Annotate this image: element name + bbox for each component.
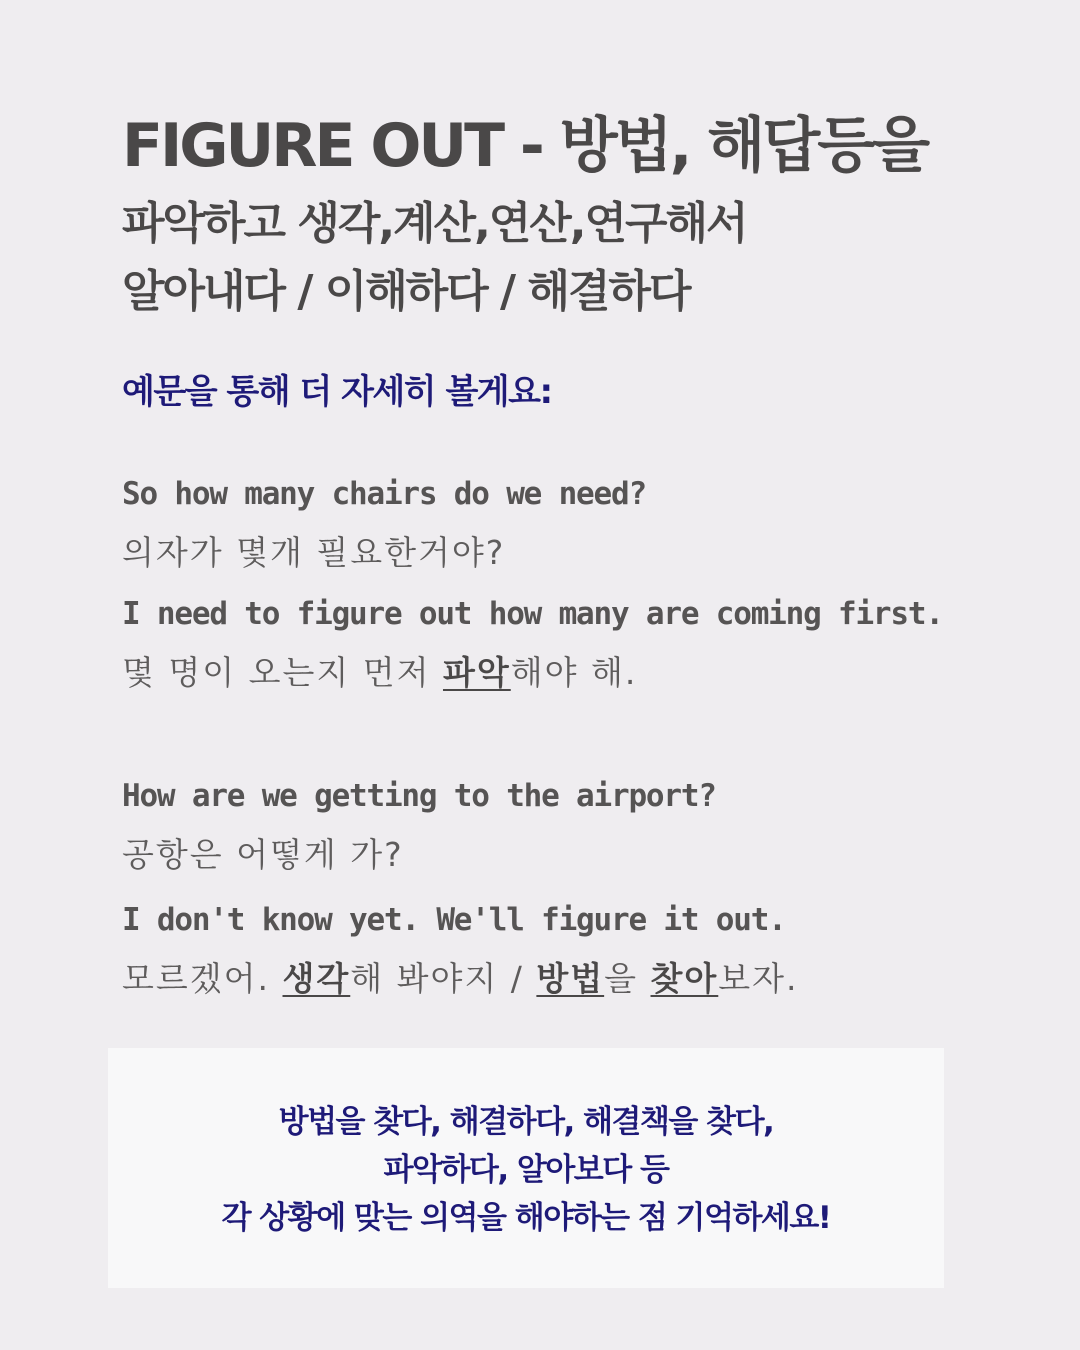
example2-answer-ko-emphasis3: 찾아 xyxy=(650,959,719,998)
example1-answer-ko xyxy=(122,652,637,694)
example2-answer-ko-part4: 보자. xyxy=(718,959,799,998)
note-line-1: 방법을 찾다, 해결하다, 해결책을 찾다, xyxy=(278,1104,774,1140)
summary-note-box xyxy=(108,1048,944,1288)
note-line-2: 파악하다, 알아보다 등 xyxy=(383,1152,669,1188)
definition-line-2: 알아내다 / 이해하다 / 해결하다 xyxy=(122,266,690,317)
example2-answer-en: I don't know yet. We'll figure it out. xyxy=(122,902,786,938)
example1-answer-ko-post: 해야 해. xyxy=(510,653,638,692)
example2-answer-ko-emphasis2: 방법 xyxy=(536,959,605,998)
example2-answer-ko-part3: 을 xyxy=(604,959,651,998)
definition-line-1: 파악하고 생각,계산,연산,연구해서 xyxy=(122,198,747,249)
example2-question-ko: 공항은 어떻게 가? xyxy=(122,835,404,874)
example2-answer-ko-part1: 모르겠어. xyxy=(122,959,283,998)
example1-question-ko: 의자가 몇개 필요한거야? xyxy=(122,533,506,572)
example2-answer-ko-part2: 해 봐야지 / xyxy=(350,959,537,998)
example1-question-en: So how many chairs do we need? xyxy=(122,476,646,512)
example1-answer-ko-emphasis: 파악 xyxy=(442,653,511,692)
example2-answer-ko-emphasis1: 생각 xyxy=(282,959,351,998)
example1-answer-ko-pre: 몇 명이 오는지 먼저 xyxy=(122,653,443,692)
example1-answer-en: I need to figure out how many are coming first. xyxy=(122,596,943,632)
note-line-3: 각 상황에 맞는 의역을 해야하는 점 기억하세요! xyxy=(221,1200,831,1236)
examples-heading: 예문을 통해 더 자세히 볼게요: xyxy=(122,372,552,412)
example2-question-en: How are we getting to the airport? xyxy=(122,778,716,814)
example2-answer-ko xyxy=(122,958,799,1000)
page-title: FIGURE OUT - 방법, 해답등을 xyxy=(122,111,928,181)
